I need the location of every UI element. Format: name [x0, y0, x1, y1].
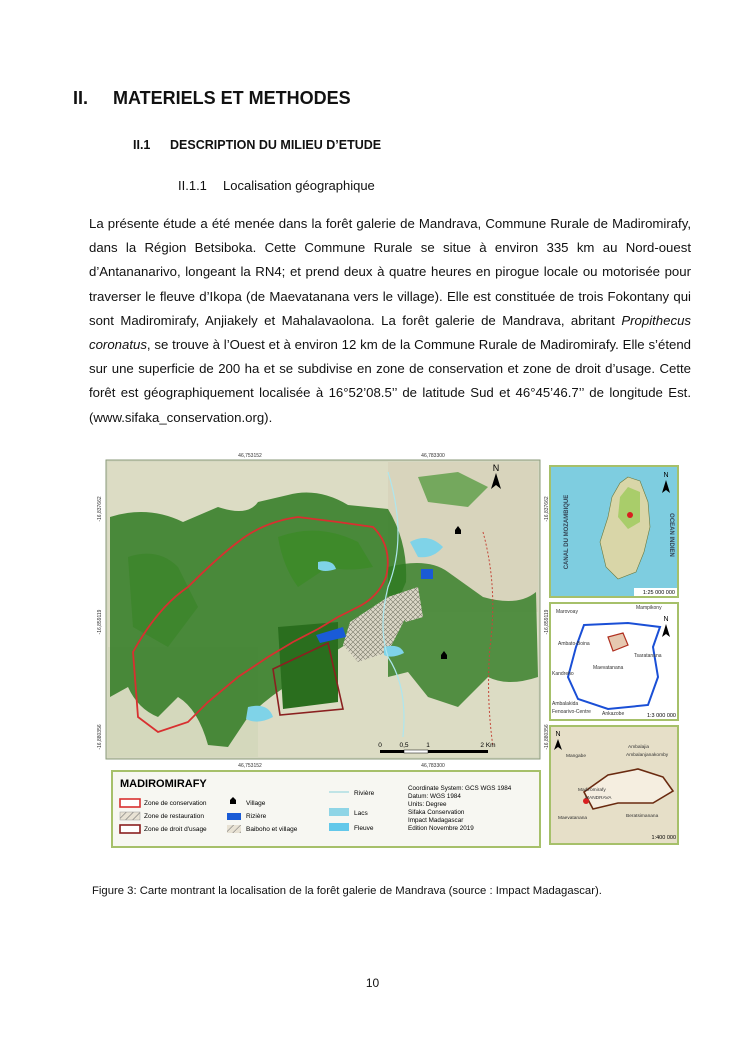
rice-field: [421, 569, 433, 579]
section-title: MATERIELS ET METHODES: [113, 88, 351, 108]
inset2-place-1: Mampikony: [636, 605, 662, 611]
figure-caption: Figure 3: Carte montrant la localisation de la forêt galerie de Mandrava (source : Impact Madagascar).: [92, 885, 602, 897]
inset2-place-5: Kandreho: [552, 671, 574, 677]
inset2-north: N: [663, 616, 669, 623]
page-number: 10: [365, 976, 380, 990]
inset3-place-4: MANDRAVA: [585, 796, 612, 801]
legend-fleuve: Fleuve: [354, 825, 374, 832]
coord-left-mid: -16,859119: [97, 609, 103, 635]
body-paragraph: [89, 212, 691, 430]
inset3-place-5: Maevatanana: [558, 816, 588, 821]
legend-conservation: Zone de conservation: [144, 800, 207, 807]
inset3-place-3: Madiromirafy: [578, 788, 606, 793]
legend-sifaka: Sifaka Conservation: [408, 809, 465, 816]
north-label: N: [492, 463, 500, 473]
section-heading: [73, 88, 351, 109]
inset2-place-3: Tsaratanana: [634, 653, 662, 659]
inset2-place-6: Ambalakida: [552, 701, 579, 707]
subsubsection-title: Localisation géographique: [223, 178, 375, 193]
legend-edition: Edition Novembre 2019: [408, 825, 474, 832]
coord-right-bottom: -16,880356: [544, 724, 550, 750]
paragraph-text-2: , se trouve à l’Ouest et à environ 12 km de la Commune Rurale de Madiromirafy. Elle s’étend sur une superficie de 200 ha et se subdivise en zone de conservation et zone de droit d’usage. Cette forêt est géographiquement localisée à 16°52’08.5’’ de latitude Sud et 46°45’46.7’’ de longitude Est. (www.sifaka_conservation.org).: [89, 337, 691, 425]
legend-riziere: Rizière: [246, 813, 267, 820]
inset3-place-0: Mangabe: [566, 754, 587, 759]
legend-riviere: Rivière: [354, 790, 375, 797]
coord-bottom-right: 46,783300: [421, 763, 445, 769]
scale-label-1: 0,5: [399, 742, 409, 749]
inset-madagascar: [550, 466, 678, 597]
coord-bottom-left: 46,753152: [238, 763, 262, 769]
legend-usage: Zone de droit d'usage: [144, 826, 207, 833]
inset2-place-2: Ambato-Boina: [558, 641, 590, 647]
inset3-place-1: Ambalajia: [628, 745, 650, 750]
inset1-north: N: [663, 472, 669, 479]
inset1-left-label: CANAL DU MOZAMBIQUE: [564, 494, 570, 570]
subsection-title: DESCRIPTION DU MILIEU D’ETUDE: [170, 138, 382, 152]
inset1-scale: 1:25 000 000: [642, 590, 675, 596]
inset3-north: N: [555, 731, 561, 738]
coord-left-top: -16,837662: [97, 496, 103, 522]
coord-right-mid: -16,859119: [544, 609, 550, 635]
coord-top-right: 46,783300: [421, 453, 445, 459]
species-name: Propithecus coronatus: [89, 312, 691, 353]
legend-baiboho: Baiboho et village: [246, 826, 298, 833]
inset2-place-7: Fenoarivo-Centre: [552, 709, 591, 715]
legend-village: Village: [246, 800, 266, 807]
scale-label-2: 1: [426, 742, 430, 749]
scale-label-3: 2 Km: [480, 742, 496, 749]
coord-left-bottom: -16,880356: [97, 724, 103, 750]
subsection-number: II.1: [133, 138, 151, 152]
location-map-figure: [88, 447, 692, 855]
paragraph-text-1: La présente étude a été menée dans la forêt galerie de Mandrava, Commune Rurale de Madiromirafy, dans la Région Betsiboka. Cette Commune Rurale se situe à environ 335 km au Nord-ouest d’Antananarivo, longeant la RN4; et prend deux à quatre heures en pirogue locale ou motorisée pour traverser le fleuve d’Ikopa (de Maevatanana vers le village). Elle est constituée de trois Fokontany qui sont Madiromirafy, Anjiakely et Mahalavaolona. La forêt galerie de Mandrava, abritant: [89, 216, 691, 328]
subsubsection-number: II.1.1: [178, 178, 207, 193]
inset2-scale: 1:3 000 000: [646, 713, 676, 719]
inset2-place-4: Maevatanana: [593, 665, 624, 671]
legend-title: MADIROMIRAFY: [120, 778, 207, 790]
inset2-place-8: Ankazobe: [602, 711, 625, 717]
legend-lacs: Lacs: [354, 810, 368, 817]
legend-impact: Impact Madagascar: [408, 817, 464, 824]
inset3-place-2: Ambalanjanakomby: [626, 753, 669, 758]
legend-restauration: Zone de restauration: [144, 813, 204, 820]
inset1-right-label: OCEAN INDIEN: [668, 513, 674, 557]
inset2-place-0: Marovoay: [556, 609, 578, 615]
scale-label-0: 0: [378, 742, 382, 749]
coord-top-left: 46,753152: [238, 453, 262, 459]
subsubsection-heading: [178, 178, 375, 193]
legend-units: Units: Degree: [408, 801, 447, 808]
inset-local: [550, 726, 678, 844]
inset-region: [550, 603, 678, 720]
legend-coordinate-system: Coordinate System: GCS WGS 1984: [408, 785, 512, 792]
map-legend: [112, 771, 540, 847]
section-number: II.: [73, 88, 89, 108]
inset3-scale: 1:400 000: [651, 835, 676, 841]
inset3-place-6: Beratsimanana: [626, 814, 659, 819]
legend-datum: Datum: WGS 1984: [408, 793, 461, 800]
subsection-heading: [133, 138, 381, 152]
coord-right-top: -16,837662: [544, 496, 550, 522]
